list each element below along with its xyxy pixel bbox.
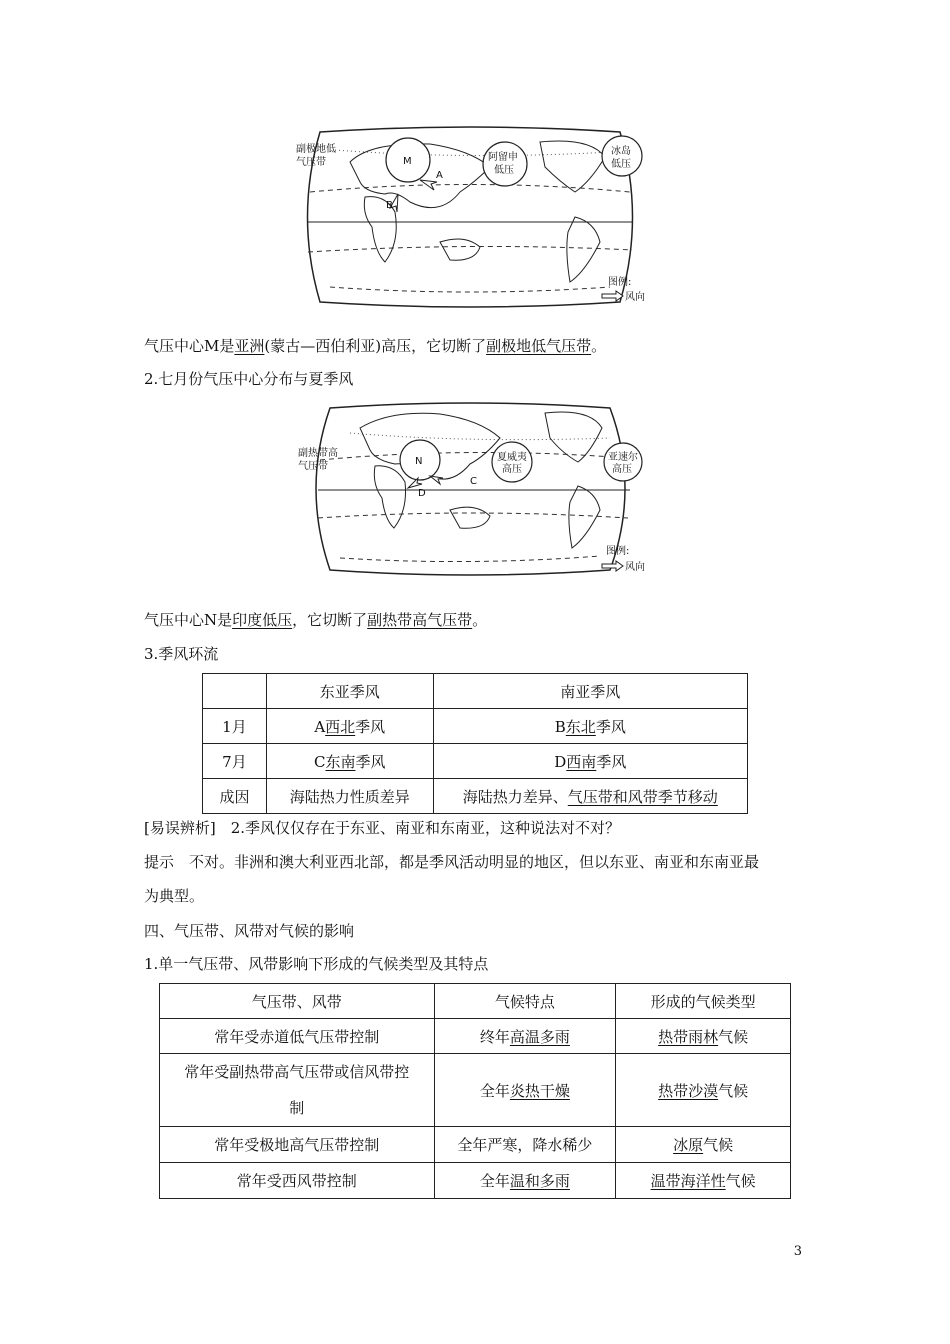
page-number: 3	[793, 1244, 802, 1259]
table-row: 常年受赤道低气压带控制 终年高温多雨 热带雨林气候	[160, 1019, 791, 1054]
map2-left-label-2: 气压带	[298, 461, 328, 472]
climate-table	[159, 983, 791, 1199]
table-row: 常年受极地高气压带控制 全年严寒，降水稀少 冰原气候	[160, 1127, 791, 1163]
map1-letter-A: A	[436, 170, 443, 181]
map1-M-label: M	[403, 156, 412, 167]
aleutian-label-1: 阿留申	[488, 152, 518, 163]
table-row: 成因 海陆热力性质差异 海陆热力差异、气压带和风带季节移动	[203, 779, 748, 814]
para-pressure-center-N: 气压中心N是印度低压，它切断了副热带高气压带。	[144, 611, 488, 629]
note-line-1: [易误辨析] 2.季风仅仅存在于东亚、南亚和东南亚，这种说法对不对？	[144, 819, 621, 837]
map2-letter-C: C	[470, 476, 477, 487]
table-row: 气压带、风带 气候特点 形成的气候类型	[160, 984, 791, 1019]
monsoon-table	[202, 673, 748, 814]
map1-legend-item: 风向	[625, 292, 645, 303]
map2-legend-title: 图例:	[606, 546, 630, 557]
para-pressure-center-M: 气压中心M是亚洲(蒙古—西伯利亚)高压，它切断了副极地低气压带。	[144, 337, 607, 355]
hawaii-label-1: 夏威夷	[497, 452, 527, 463]
map2-N-label: N	[415, 456, 423, 467]
aleutian-low	[483, 142, 527, 186]
map2-left-label-1: 副热带高	[298, 448, 338, 459]
january-pressure-map	[290, 122, 650, 312]
heading-july-pressure: 2.七月份气压中心分布与夏季风	[144, 370, 354, 388]
table-row: 常年受西风带控制 全年温和多雨 温带海洋性气候	[160, 1163, 791, 1199]
azores-label-1: 亚速尔	[608, 452, 638, 463]
section-four-title: 四、气压带、风带对气候的影响	[144, 922, 355, 940]
azores-label-2: 高压	[612, 464, 632, 475]
heading-single-belt: 1.单一气压带、风带影响下形成的气候类型及其特点	[144, 955, 489, 973]
july-pressure-map	[290, 398, 650, 578]
aleutian-label-2: 低压	[494, 165, 514, 176]
map2-letter-D: D	[418, 488, 426, 499]
map1-legend-title: 图例:	[608, 277, 632, 288]
map1-left-label-1: 副极地低	[296, 144, 336, 155]
table-row: 东亚季风 南亚季风	[203, 674, 748, 709]
heading-monsoon-circulation: 3.季风环流	[144, 645, 219, 663]
table-row: 7月 C东南季风 D西南季风	[203, 744, 748, 779]
note-line-3: 为典型。	[144, 887, 205, 905]
table-row: 1月 A西北季风 B东北季风	[203, 709, 748, 744]
map2-legend-item: 风向	[625, 562, 645, 573]
table-row: 常年受副热带高气压带或信风带控 制 全年炎热干燥 热带沙漠气候	[160, 1054, 791, 1127]
hawaii-label-2: 高压	[502, 464, 522, 475]
note-line-2: 提示 不对。非洲和澳大利亚西北部，都是季风活动明显的地区，但以东亚、南亚和东南亚最	[144, 853, 760, 871]
map1-left-label-2: 气压带	[296, 157, 326, 168]
map1-letter-B: B	[386, 200, 393, 211]
iceland-label-2: 低压	[611, 159, 631, 170]
iceland-label-1: 冰岛	[611, 146, 631, 157]
